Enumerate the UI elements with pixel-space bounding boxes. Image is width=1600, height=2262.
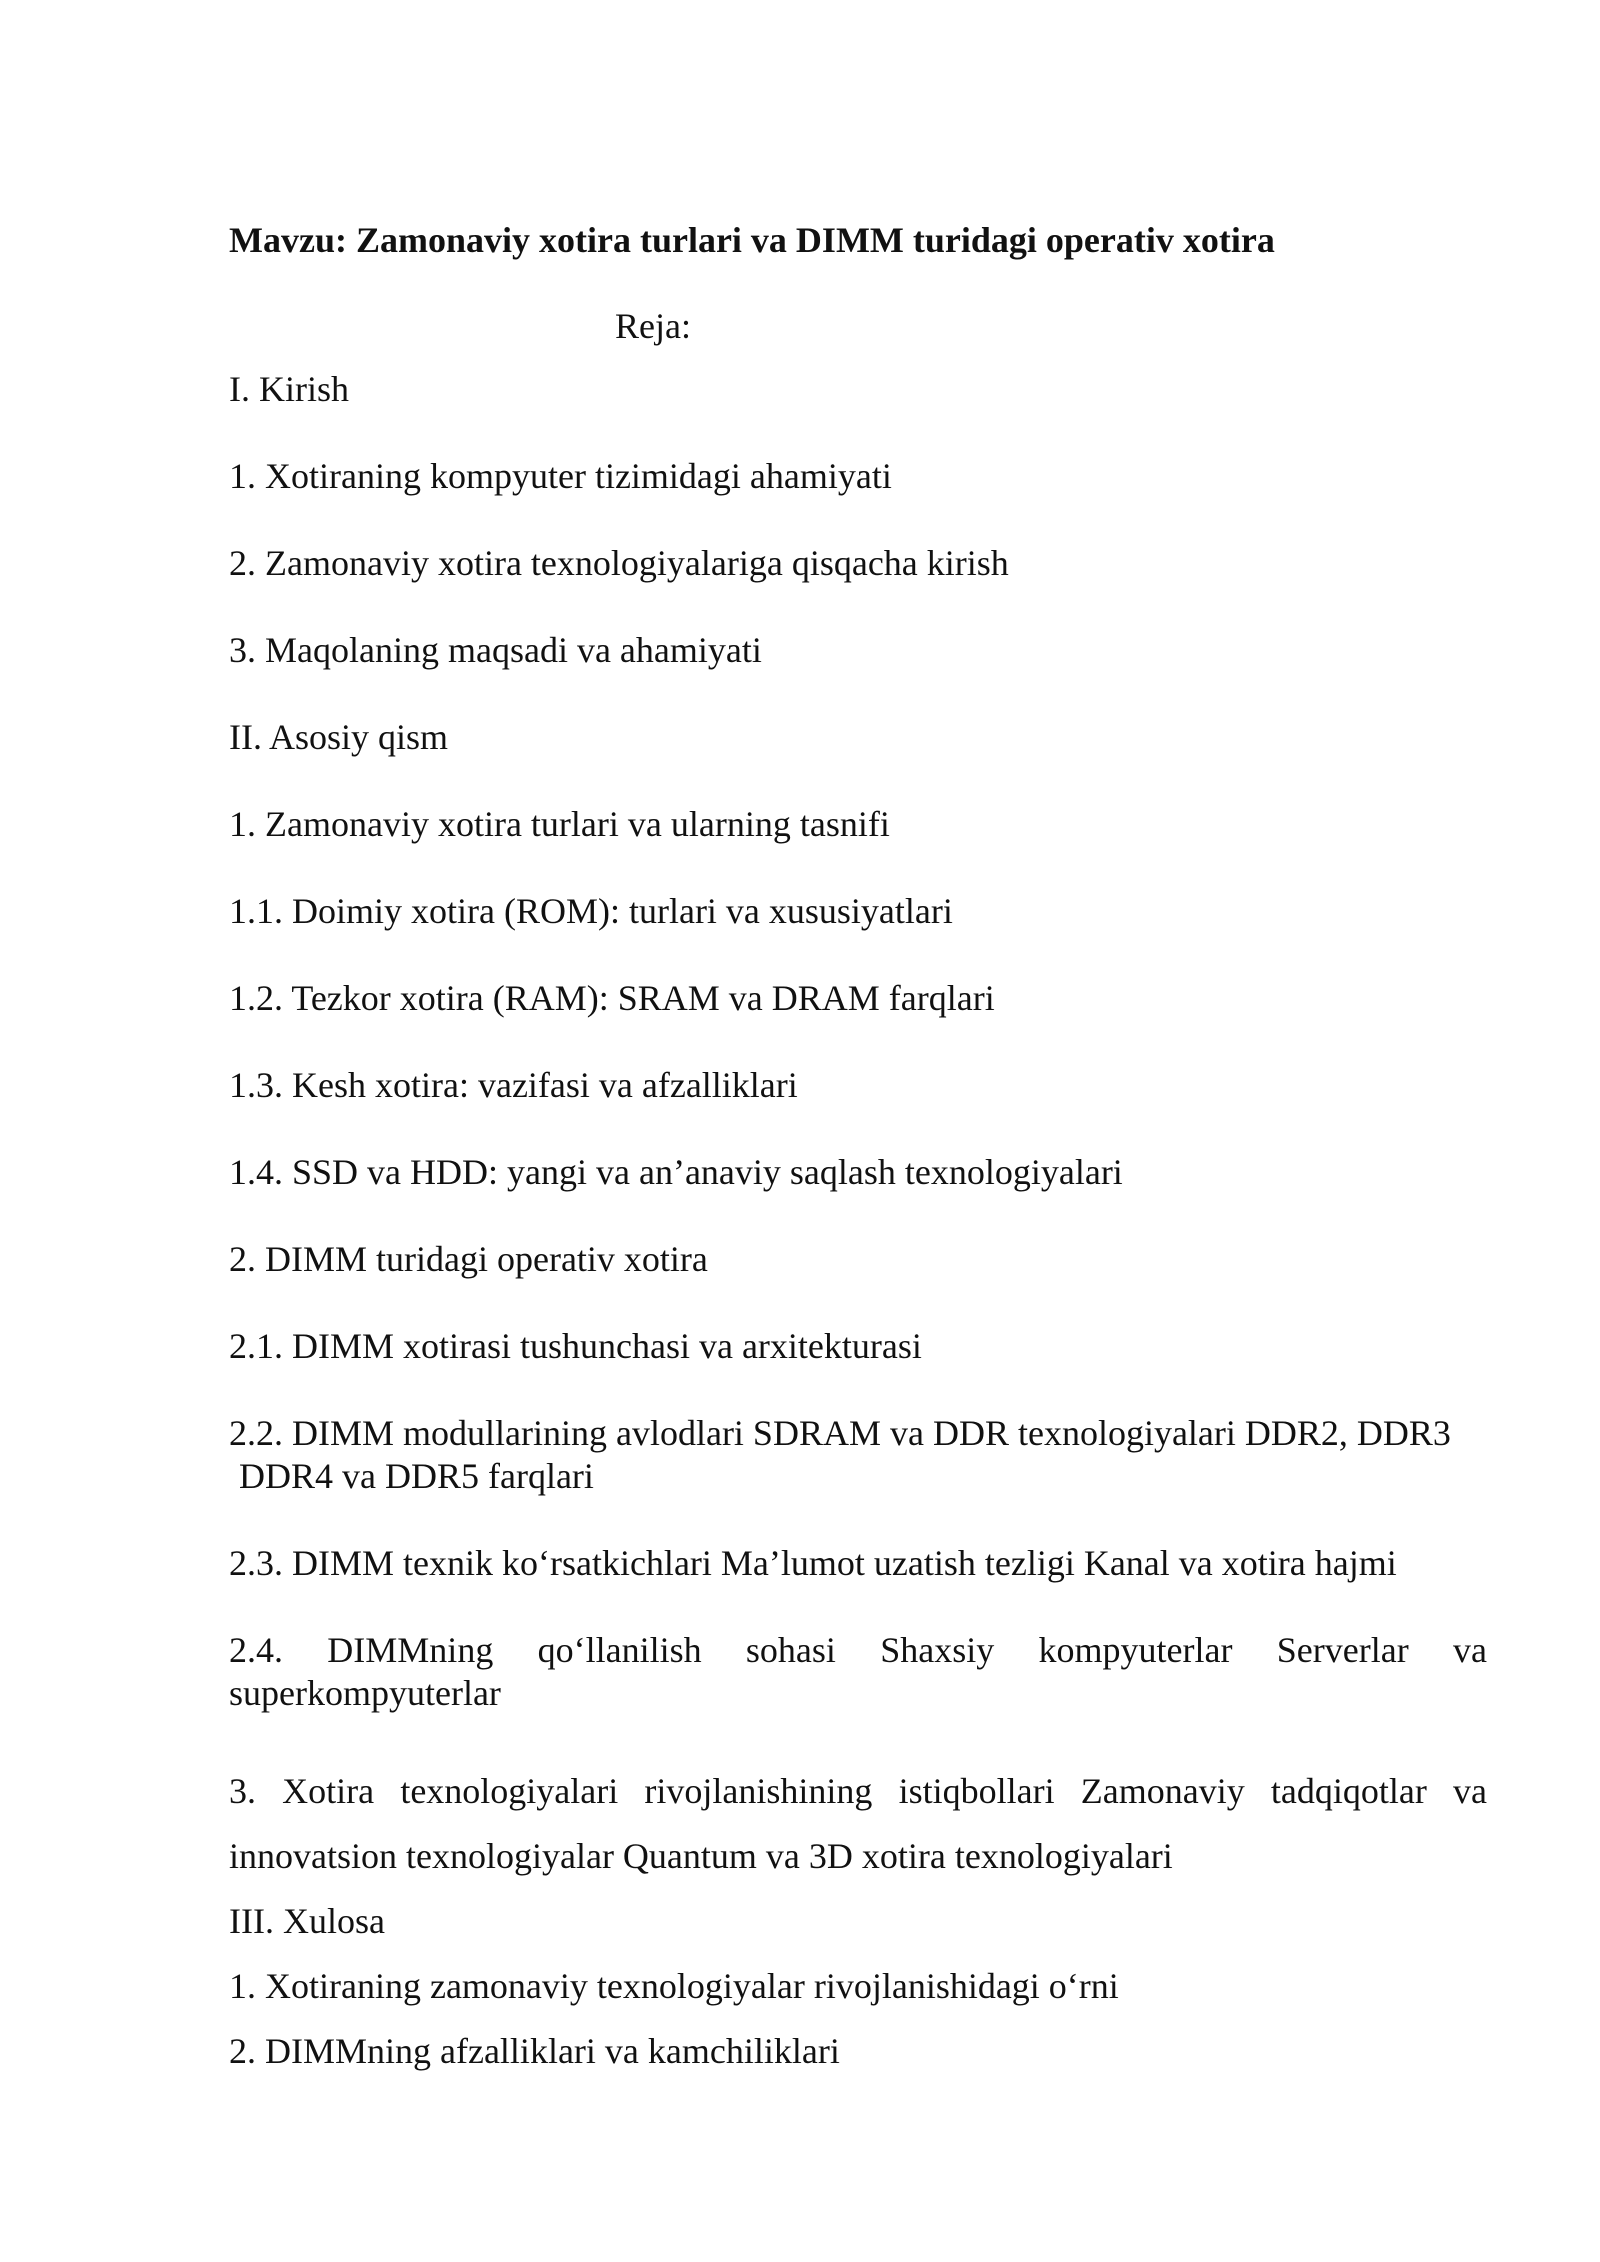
document-title: Mavzu: Zamonaviy xotira turlari va DIMM turidagi operativ xotira xyxy=(229,220,1275,260)
document-content xyxy=(229,214,1487,2084)
plan-item: 3. Maqolaning maqsadi va ahamiyati xyxy=(229,630,762,670)
plan-item: 2.1. DIMM xotirasi tushunchasi va arxitekturasi xyxy=(229,1326,922,1366)
plan-item: 1.2. Tezkor xotira (RAM): SRAM va DRAM farqlari xyxy=(229,978,995,1018)
plan-item-2-4: 2.4. DIMMning qo‘llanilish sohasi Shaxsiy kompyuterlar Serverlar va superkompyuterlar xyxy=(229,1630,1487,1713)
plan-item-2-2-line1: 2.2. DIMM modullarining avlodlari SDRAM va DDR texnologiyalari DDR2, DDR3 xyxy=(229,1413,1451,1453)
section-heading-conclusion: III. Xulosa xyxy=(229,1901,385,1941)
plan-item-3: 3. Xotira texnologiyalari rivojlanishining istiqbollari Zamonaviy tadqiqotlar va innovatsion texnologiyalar Quantum va 3D xotira texnologiyalari xyxy=(229,1771,1487,1876)
plan-item: 1. Xotiraning kompyuter tizimidagi ahamiyati xyxy=(229,456,892,496)
plan-item: 1. Zamonaviy xotira turlari va ularning tasnifi xyxy=(229,804,890,844)
conclusion-item: 1. Xotiraning zamonaviy texnologiyalar rivojlanishidagi o‘rni xyxy=(229,1966,1119,2006)
plan-item: 1.3. Kesh xotira: vazifasi va afzalliklari xyxy=(229,1065,798,1105)
plan-item-2-2-line2: DDR4 va DDR5 farqlari xyxy=(239,1456,594,1496)
plan-item-2-3: 2.3. DIMM texnik ko‘rsatkichlari Ma’lumot uzatish tezligi Kanal va xotira hajmi xyxy=(229,1543,1397,1583)
plan-item: 2. DIMM turidagi operativ xotira xyxy=(229,1239,708,1279)
section-heading-intro: I. Kirish xyxy=(229,369,349,409)
plan-item: 2. Zamonaviy xotira texnologiyalariga qisqacha kirish xyxy=(229,543,1009,583)
section-heading-main: II. Asosiy qism xyxy=(229,717,449,757)
plan-item: 1.4. SSD va HDD: yangi va an’anaviy saqlash texnologiyalari xyxy=(229,1152,1123,1192)
plan-heading: Reja: xyxy=(615,306,691,346)
plan-item: 1.1. Doimiy xotira (ROM): turlari va xususiyatlari xyxy=(229,891,953,931)
conclusion-item: 2. DIMMning afzalliklari va kamchiliklari xyxy=(229,2031,840,2071)
